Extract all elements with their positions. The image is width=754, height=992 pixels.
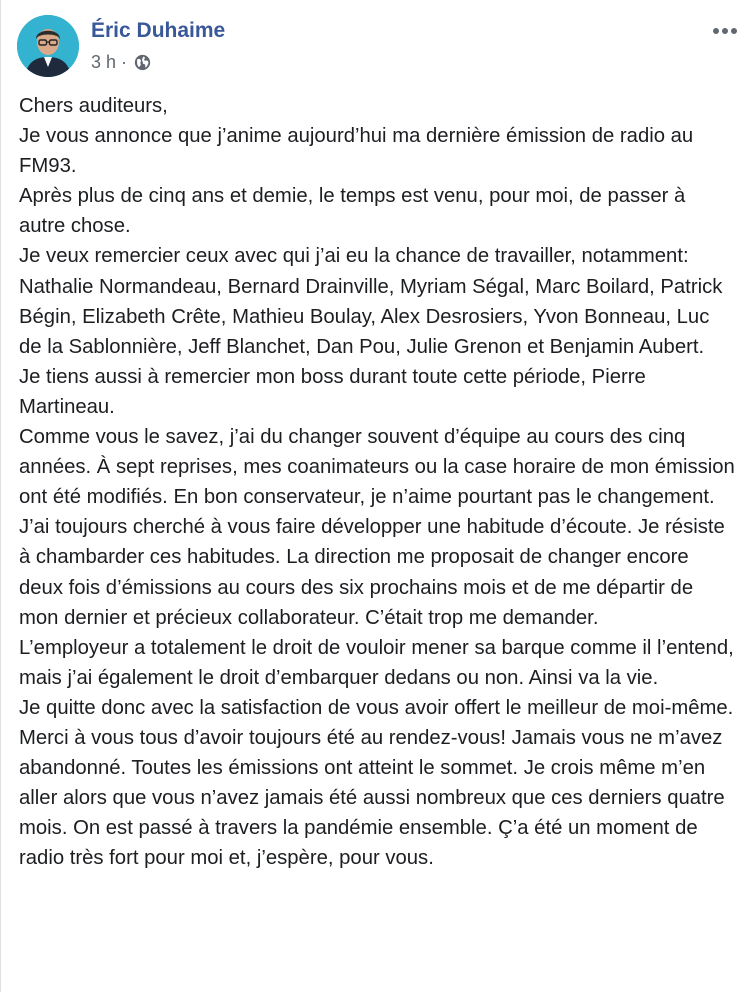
author-avatar[interactable]	[17, 15, 79, 77]
post-paragraph: Chers auditeurs,	[19, 95, 168, 117]
post-body	[19, 91, 735, 873]
more-horizontal-icon	[712, 27, 738, 35]
post-header	[17, 15, 740, 79]
post-paragraph: Comme vous le savez, j’ai du changer souvent d’équipe au cours des cinq années. À sept reprises, mes coanimateurs ou la case horaire de mon émission ont été modifiés. En bon conservateur, je n’aime pourtant pas le changement. J’ai toujours cherché à vous faire développer une habitude d’écoute. Je résiste à chambarder ces habitudes. La direction me proposait de changer encore deux fois d’émissions au cours des six prochains mois et de me départir de mon dernier et précieux collaborateur. C’était trop me demander.	[19, 426, 735, 629]
post-meta	[91, 52, 151, 73]
globe-icon[interactable]	[134, 54, 151, 71]
profile-photo-icon	[17, 15, 79, 77]
post-paragraph: Je quitte donc avec la satisfaction de vous avoir offert le meilleur de moi-même. Merci à vous tous d’avoir toujours été au rendez-vous! Jamais vous ne m’avez abandonné. Toutes les émissions ont atteint le sommet. Je crois même m’en aller alors que vous n’avez jamais été aussi nombreux que ces derniers quatre mois. On est passé à travers la pandémie ensemble. Ç’a été un moment de radio très fort pour moi et, j’espère, pour vous.	[19, 696, 734, 870]
post-time[interactable]: 3 h	[91, 52, 117, 72]
post-paragraph: Je vous annonce que j’anime aujourd’hui ma dernière émission de radio au FM93.	[19, 125, 694, 178]
post-paragraph: Je veux remercier ceux avec qui j’ai eu la chance de travailler, notamment: Nathalie Normandeau, Bernard Drainville, Myriam Ségal, Marc Boilard, Patrick Bégin, Elizabeth Crête, Mathieu Boulay, Alex Desrosiers, Yvon Bonneau, Luc de la Sablonnière, Jeff Blanchet, Dan Pou, Julie Grenon et Benjamin Aubert.	[19, 245, 723, 358]
meta-separator: ·	[121, 52, 128, 72]
post-paragraph: Je tiens aussi à remercier mon boss durant toute cette période, Pierre Martineau.	[19, 365, 646, 418]
more-options-button[interactable]	[710, 19, 740, 43]
post-paragraph: Après plus de cinq ans et demie, le temps est venu, pour moi, de passer à autre chose.	[19, 185, 686, 238]
post-paragraph: L’employeur a totalement le droit de vouloir mener sa barque comme il l’entend, mais j’ai également le droit d’embarquer dedans ou non. Ainsi va la vie.	[19, 636, 734, 689]
author-name[interactable]: Éric Duhaime	[91, 19, 226, 42]
